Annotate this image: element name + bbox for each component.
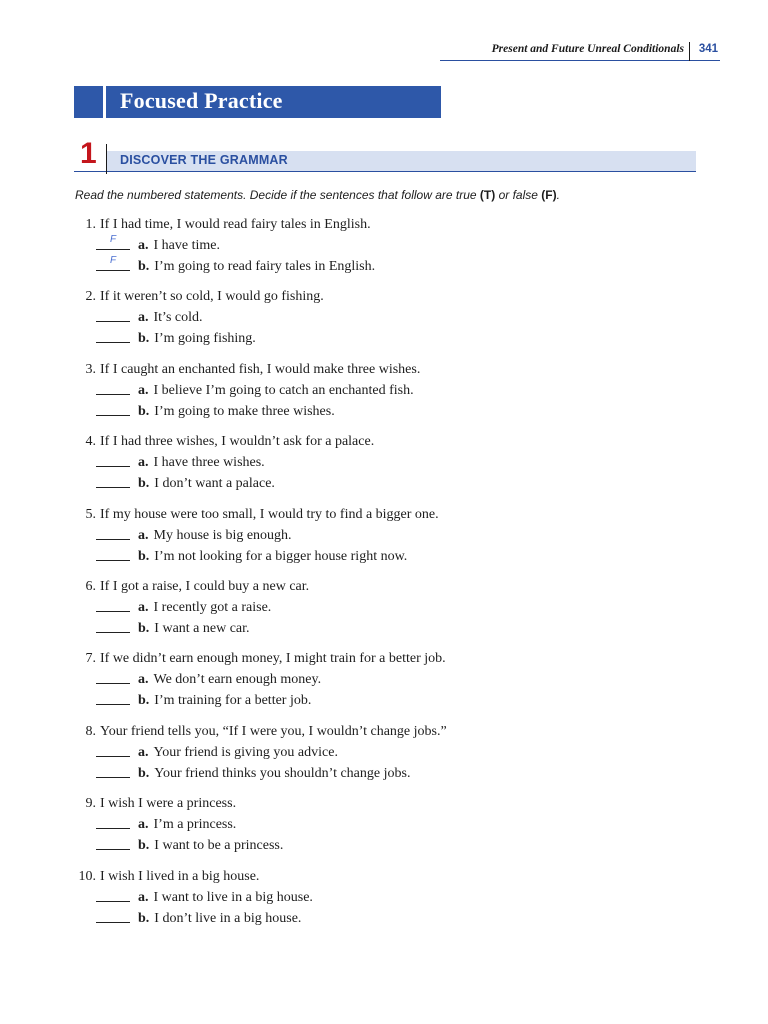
choice-letter: a.	[138, 238, 149, 253]
running-head	[440, 42, 720, 61]
choice-letter: a.	[138, 672, 149, 688]
page-number: 341	[698, 43, 718, 55]
choice-letter: b.	[138, 838, 150, 854]
item-statement-line	[74, 648, 714, 669]
choice-text: I’m going to make three wishes.	[154, 403, 335, 419]
choice-text: I want to be a princess.	[154, 838, 284, 854]
item-statement-line	[74, 431, 714, 452]
choice-text: I’m a princess.	[153, 817, 237, 833]
answer-blank-b[interactable]	[96, 473, 130, 488]
item-statement: If I had three wishes, I wouldn’t ask for a palace.	[100, 434, 375, 450]
choice-letter: a.	[138, 455, 149, 471]
answer-mark: F	[109, 255, 117, 266]
item-choice-a	[74, 742, 714, 763]
directions-text-before: Read the numbered statements. Decide if the sentences that follow are true	[75, 188, 480, 202]
exercise-item	[74, 793, 714, 865]
choice-letter: b.	[138, 476, 150, 492]
item-statement: If I caught an enchanted fish, I would make three wishes.	[100, 361, 421, 377]
item-choice-a	[74, 307, 714, 328]
choice-text: I don’t want a palace.	[154, 476, 275, 492]
choice-text: I’m not looking for a bigger house right now.	[154, 548, 408, 564]
answer-blank-b[interactable]	[96, 908, 130, 923]
choice-text: I’m training for a better job.	[154, 693, 312, 709]
item-choice-a	[74, 814, 714, 835]
choice-letter: b.	[138, 548, 150, 564]
exercise-item	[74, 866, 714, 938]
choice-letter: b.	[138, 403, 150, 419]
exercise-item	[74, 576, 714, 648]
item-statement: I wish I lived in a big house.	[100, 868, 260, 884]
exercise-items	[74, 214, 714, 938]
answer-blank-b[interactable]	[96, 401, 130, 416]
answer-blank-a[interactable]	[96, 525, 130, 540]
choice-letter: b.	[138, 910, 150, 926]
item-choice-a	[74, 525, 714, 546]
choice-text: I don’t live in a big house.	[154, 910, 302, 926]
item-statement-line	[74, 359, 714, 380]
item-choice-b	[74, 546, 714, 567]
section-number-divider	[106, 144, 107, 174]
item-number: 9.	[85, 796, 96, 812]
choice-letter: a.	[138, 382, 149, 398]
item-choice-a	[74, 452, 714, 473]
answer-blank-b[interactable]	[96, 690, 130, 705]
banner-stripe	[103, 86, 106, 118]
exercise-directions	[75, 188, 715, 202]
item-choice-a	[74, 235, 714, 256]
choice-text: I want to live in a big house.	[153, 889, 313, 905]
section-title: DISCOVER THE GRAMMAR	[120, 153, 288, 167]
choice-letter: a.	[138, 310, 149, 326]
choice-text: I believe I’m going to catch an enchanted fish.	[153, 382, 414, 398]
choice-letter: a.	[138, 527, 149, 543]
item-number: 2.	[85, 289, 96, 305]
item-number: 5.	[85, 506, 96, 522]
answer-blank-b[interactable]	[96, 763, 130, 778]
choice-letter: b.	[138, 693, 150, 709]
item-statement-line	[74, 866, 714, 887]
directions-text-after: .	[556, 188, 560, 202]
exercise-item	[74, 214, 714, 286]
item-number: 1.	[85, 217, 96, 232]
item-statement: If I had time, I would read fairy tales in English.	[100, 217, 371, 232]
answer-blank-a[interactable]	[96, 887, 130, 902]
section-number: 1	[80, 137, 97, 170]
choice-text: I’m going to read fairy tales in English.	[154, 259, 376, 274]
answer-blank-a[interactable]	[96, 742, 130, 757]
running-head-title: Present and Future Unreal Conditionals	[491, 43, 684, 55]
item-choice-b	[74, 618, 714, 639]
item-statement-line	[74, 721, 714, 742]
answer-blank-a[interactable]	[96, 380, 130, 395]
choice-letter: a.	[138, 889, 149, 905]
choice-text: I have three wishes.	[153, 455, 265, 471]
choice-text: I’m going fishing.	[154, 331, 256, 347]
item-statement: If it weren’t so cold, I would go fishing.	[100, 289, 324, 305]
answer-blank-b[interactable]	[96, 546, 130, 561]
choice-text: I want a new car.	[154, 620, 250, 636]
answer-blank-a[interactable]	[96, 307, 130, 322]
item-statement-line	[74, 504, 714, 525]
answer-blank-a[interactable]	[96, 452, 130, 467]
item-choice-a	[74, 597, 714, 618]
item-choice-b	[74, 835, 714, 856]
exercise-item	[74, 648, 714, 720]
exercise-item	[74, 504, 714, 576]
item-statement-line	[74, 214, 714, 235]
directions-text-middle: or false	[495, 188, 542, 202]
choice-text: My house is big enough.	[153, 527, 292, 543]
answer-blank-b[interactable]	[96, 835, 130, 850]
choice-letter: a.	[138, 817, 149, 833]
item-choice-a	[74, 669, 714, 690]
item-choice-b	[74, 908, 714, 929]
item-number: 4.	[85, 434, 96, 450]
focused-practice-banner	[74, 86, 441, 118]
choice-letter: b.	[138, 620, 150, 636]
item-statement: Your friend tells you, “If I were you, I wouldn’t change jobs.”	[100, 723, 447, 739]
item-statement: If we didn’t earn enough money, I might train for a better job.	[100, 651, 446, 667]
choice-letter: b.	[138, 331, 150, 347]
item-statement-line	[74, 286, 714, 307]
banner-title: Focused Practice	[120, 88, 283, 113]
choice-text: I recently got a raise.	[153, 599, 272, 615]
choice-text: Your friend thinks you shouldn’t change jobs.	[154, 765, 411, 781]
item-choice-b	[74, 690, 714, 711]
item-choice-b	[74, 473, 714, 494]
item-number: 7.	[85, 651, 96, 667]
choice-text: We don’t earn enough money.	[153, 672, 322, 688]
exercise-item	[74, 359, 714, 431]
directions-false-mark: (F)	[541, 188, 557, 202]
item-choice-b	[74, 763, 714, 784]
answer-blank-b[interactable]	[96, 256, 130, 271]
answer-blank-b[interactable]	[96, 618, 130, 633]
answer-blank-a[interactable]	[96, 235, 130, 250]
item-statement: If my house were too small, I would try to find a bigger one.	[100, 506, 439, 522]
item-number: 3.	[85, 361, 96, 377]
answer-blank-b[interactable]	[96, 328, 130, 343]
answer-blank-a[interactable]	[96, 814, 130, 829]
running-head-divider	[689, 42, 690, 61]
item-choice-b	[74, 401, 714, 422]
choice-letter: b.	[138, 259, 150, 274]
answer-mark: F	[109, 234, 117, 245]
choice-text: It’s cold.	[153, 310, 203, 326]
item-statement-line	[74, 576, 714, 597]
item-choice-b	[74, 256, 714, 277]
choice-letter: b.	[138, 765, 150, 781]
item-statement-line	[74, 793, 714, 814]
item-number: 6.	[85, 578, 96, 594]
directions-true-mark: (T)	[479, 188, 496, 202]
section-header-rule	[74, 171, 696, 172]
choice-text: I have time.	[153, 238, 220, 253]
item-choice-a	[74, 380, 714, 401]
item-choice-a	[74, 887, 714, 908]
item-statement: I wish I were a princess.	[100, 796, 237, 812]
item-statement: If I got a raise, I could buy a new car.	[100, 578, 310, 594]
choice-text: Your friend is giving you advice.	[153, 744, 338, 760]
exercise-item	[74, 721, 714, 793]
item-number: 10.	[78, 868, 96, 884]
item-number: 8.	[85, 723, 96, 739]
answer-blank-a[interactable]	[96, 597, 130, 612]
choice-letter: a.	[138, 599, 149, 615]
answer-blank-a[interactable]	[96, 669, 130, 684]
exercise-item	[74, 431, 714, 503]
exercise-item	[74, 286, 714, 358]
item-choice-b	[74, 328, 714, 349]
choice-letter: a.	[138, 744, 149, 760]
